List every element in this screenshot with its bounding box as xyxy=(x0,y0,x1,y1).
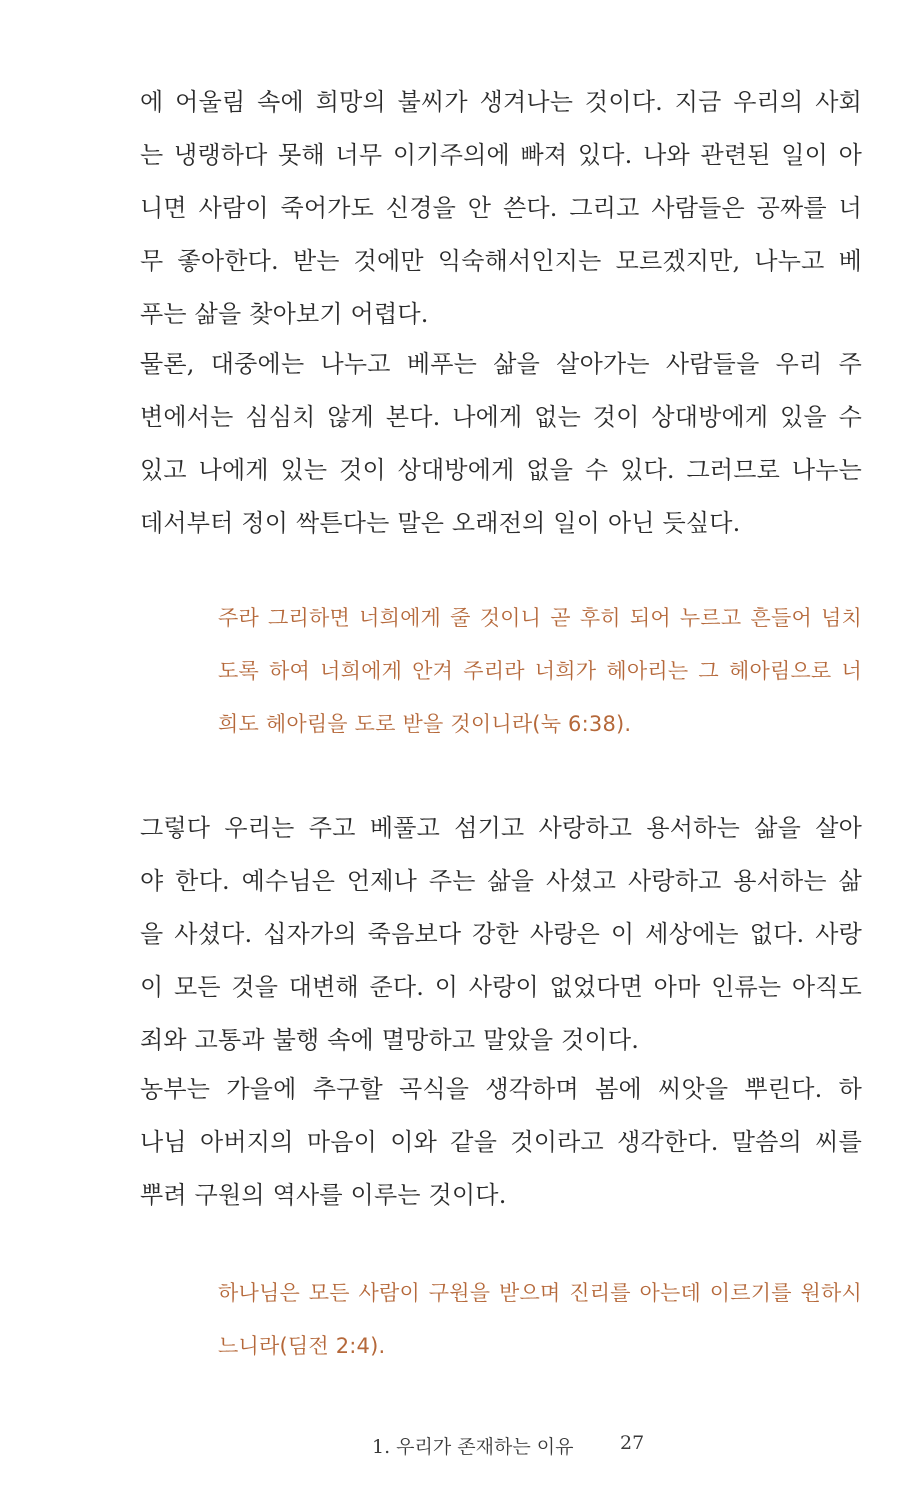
page-number: 27 xyxy=(620,1432,645,1454)
scripture-quote-1 xyxy=(218,592,862,751)
paragraph-4 xyxy=(140,1063,862,1222)
paragraph-line: 푸는 삶을 찾아보기 어렵다. xyxy=(140,300,429,328)
quote-line: 느니라(딤전 2:4). xyxy=(218,1334,386,1358)
paragraph-line: 그렇다 우리는 주고 베풀고 섬기고 사랑하고 용서하는 삶을 살아 xyxy=(140,814,862,842)
paragraph-line: 변에서는 심심치 않게 본다. 나에게 없는 것이 상대방에게 있을 수 xyxy=(140,403,862,431)
paragraph-line: 는 냉랭하다 못해 너무 이기주의에 빠져 있다. 나와 관련된 일이 아 xyxy=(140,141,862,169)
paragraph-line: 야 한다. 예수님은 언제나 주는 삶을 사셨고 사랑하고 용서하는 삶 xyxy=(140,867,862,895)
paragraph-line: 데서부터 정이 싹튼다는 말은 오래전의 일이 아닌 듯싶다. xyxy=(140,509,741,537)
paragraph-line: 무 좋아한다. 받는 것에만 익숙해서인지는 모르겠지만, 나누고 베 xyxy=(140,247,862,275)
paragraph-line: 니면 사람이 죽어가도 신경을 안 쓴다. 그리고 사람들은 공짜를 너 xyxy=(140,194,862,222)
quote-line: 주라 그리하면 너희에게 줄 것이니 곧 후히 되어 누르고 흔들어 넘치 xyxy=(218,606,862,630)
paragraph-line: 뿌려 구원의 역사를 이루는 것이다. xyxy=(140,1181,507,1209)
paragraph-2 xyxy=(140,338,862,550)
paragraph-line: 물론, 대중에는 나누고 베푸는 삶을 살아가는 사람들을 우리 주 xyxy=(140,350,862,378)
paragraph-line: 죄와 고통과 불행 속에 멸망하고 말았을 것이다. xyxy=(140,1026,640,1054)
running-footer-chapter-title: 1. 우리가 존재하는 이유 xyxy=(372,1436,574,1458)
quote-line: 도록 하여 너희에게 안겨 주리라 너희가 헤아리는 그 헤아림으로 너 xyxy=(218,659,862,683)
paragraph-line: 있고 나에게 있는 것이 상대방에게 없을 수 있다. 그러므로 나누는 xyxy=(140,456,862,484)
paragraph-line: 나님 아버지의 마음이 이와 같을 것이라고 생각한다. 말씀의 씨를 xyxy=(140,1128,862,1156)
paragraph-line: 을 사셨다. 십자가의 죽음보다 강한 사랑은 이 세상에는 없다. 사랑 xyxy=(140,920,862,948)
paragraph-1 xyxy=(140,76,862,341)
paragraph-line: 이 모든 것을 대변해 준다. 이 사랑이 없었다면 아마 인류는 아직도 xyxy=(140,973,862,1001)
quote-line: 하나님은 모든 사람이 구원을 받으며 진리를 아는데 이르기를 원하시 xyxy=(218,1281,862,1305)
page-footer xyxy=(0,1432,922,1464)
scripture-quote-2 xyxy=(218,1267,862,1373)
paragraph-3 xyxy=(140,802,862,1067)
quote-line: 희도 헤아림을 도로 받을 것이니라(눅 6:38). xyxy=(218,712,632,736)
paragraph-line: 농부는 가을에 추구할 곡식을 생각하며 봄에 씨앗을 뿌린다. 하 xyxy=(140,1075,862,1103)
paragraph-line: 에 어울림 속에 희망의 불씨가 생겨나는 것이다. 지금 우리의 사회 xyxy=(140,88,862,116)
